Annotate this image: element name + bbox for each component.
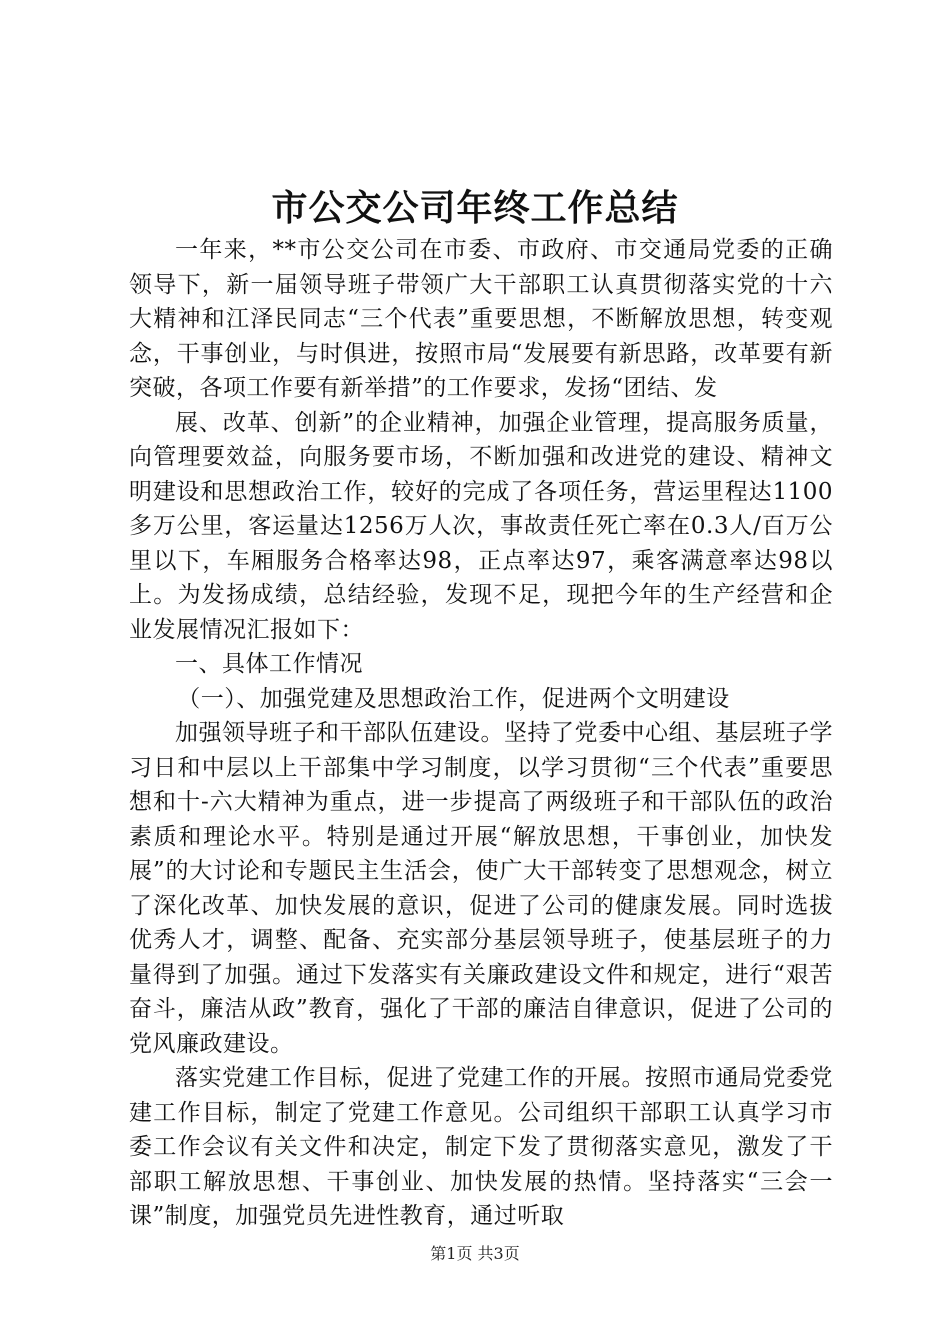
- subsection-heading: （一）、加强党建及思想政治工作，促进两个文明建设: [177, 685, 730, 712]
- section-heading: 一、具体工作情况: [175, 651, 363, 677]
- paragraph-leadership: 加强领导班子和干部队伍建设。坚持了党委中心组、基层班子学习日和中层以上干部集中学习制度，以学习贯彻“三个代表”重要思想和十-六大精神为重点，进一步提高了两级班子和干部队伍的政治素质和理论水平。特别是通过开展“解放思想，干事创业，加快发展”的大讨论和专题民主生活会，使广大干部转变了思想观念，树立了深化改革、加快发展的意识，促进了公司的健康发展。同时选拔优秀人才，调整、配备、充实部分基层领导班子，使基层班子的力量得到了加强。通过下发落实有关廉政建设文件和规定，进行“艰苦奋斗，廉洁从政”教育，强化了干部的廉洁自律意识，促进了公司的党风廉政建设。: [129, 720, 833, 1057]
- page-footer: 第1页 共3页: [430, 1244, 520, 1263]
- document-title: 市公交公司年终工作总结: [271, 188, 679, 229]
- document-body: [129, 233, 833, 1234]
- paragraph-summary: 展、改革、创新”的企业精神，加强企业管理，提高服务质量，向管理要效益，向服务要市场，不断加强和改进党的建设、精神文明建设和思想政治工作，较好的完成了各项任务，营运里程达1100多万公里，客运量达1256万人次，事故责任死亡率在0.3人/百万公里以下，车厢服务合格率达98，正点率达97，乘客满意率达98以上。为发扬成绩，总结经验，发现不足，现把今年的生产经营和企业发展情况汇报如下：: [129, 409, 833, 643]
- paragraph-intro: 一年来，**市公交公司在市委、市政府、市交通局党委的正确领导下，新一届领导班子带领广大干部职工认真贯彻落实党的十六大精神和江泽民同志“三个代表”重要思想，不断解放思想，转变观念，干事创业，与时俱进，按照市局“发展要有新思路，改革要有新突破，各项工作要有新举措”的工作要求，发扬“团结、发: [129, 237, 833, 401]
- paragraph-party-building: 落实党建工作目标，促进了党建工作的开展。按照市通局党委党建工作目标，制定了党建工作意见。公司组织干部职工认真学习市委工作会议有关文件和决定，制定下发了贯彻落实意见，激发了干部职工解放思想、干事创业、加快发展的热情。坚持落实“三会一课”制度，加强党员先进性教育，通过听取: [129, 1065, 833, 1229]
